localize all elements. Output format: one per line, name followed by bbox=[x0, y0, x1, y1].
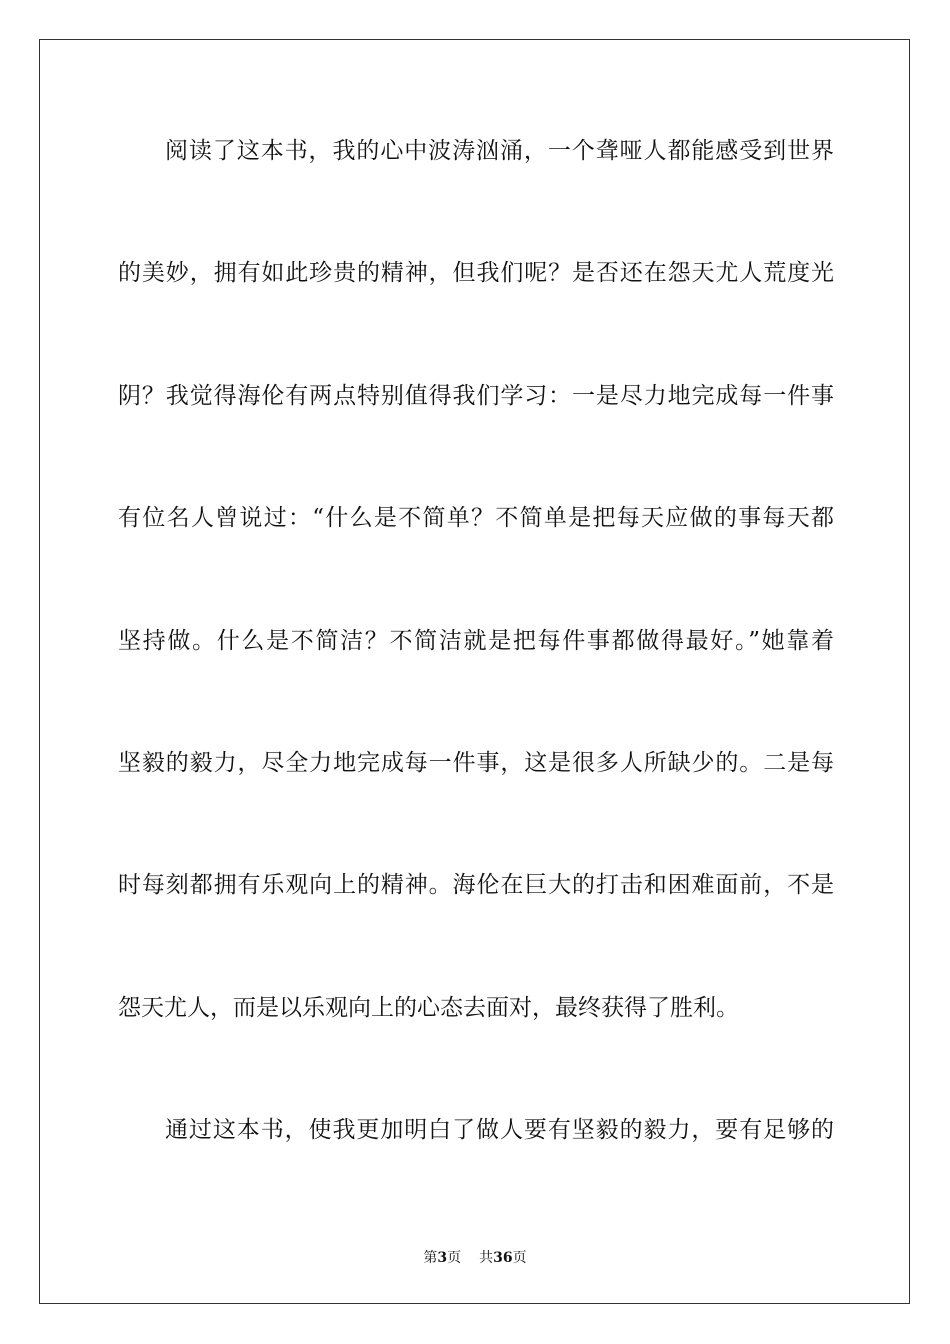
paragraph-line: 怨天尤人，而是以乐观向上的心态去面对，最终获得了胜利。 bbox=[118, 995, 739, 1021]
total-pages: 36 bbox=[493, 1250, 513, 1266]
page-footer bbox=[0, 1248, 950, 1268]
paragraph-line: 的美妙，拥有如此珍贵的精神，但我们呢？是否还在怨天尤人荒度光 bbox=[118, 260, 834, 286]
page-number: 3 bbox=[437, 1250, 448, 1266]
total-suffix: 页 bbox=[512, 1250, 527, 1266]
paragraph-line: 有位名人曾说过：“什么是不简单？不简单是把每天应做的事每天都 bbox=[118, 505, 834, 531]
page-suffix: 页 bbox=[447, 1250, 462, 1266]
paragraph-line: 阴？我觉得海伦有两点特别值得我们学习：一是尽力地完成每一件事 bbox=[118, 383, 834, 409]
page-prefix: 第 bbox=[423, 1250, 438, 1266]
paragraph-line: 阅读了这本书，我的心中波涛汹涌，一个聋哑人都能感受到世界 bbox=[165, 138, 834, 164]
paragraph-line: 坚毅的毅力，尽全力地完成每一件事，这是很多人所缺少的。二是每 bbox=[118, 750, 834, 776]
total-prefix: 共 bbox=[479, 1250, 494, 1266]
paragraph-line: 时每刻都拥有乐观向上的精神。海伦在巨大的打击和困难面前，不是 bbox=[118, 872, 834, 898]
paragraph-line: 通过这本书，使我更加明白了做人要有坚毅的毅力，要有足够的 bbox=[165, 1117, 834, 1143]
paragraph-line: 坚持做。什么是不简洁？不简洁就是把每件事都做得最好。”她靠着 bbox=[118, 628, 834, 654]
